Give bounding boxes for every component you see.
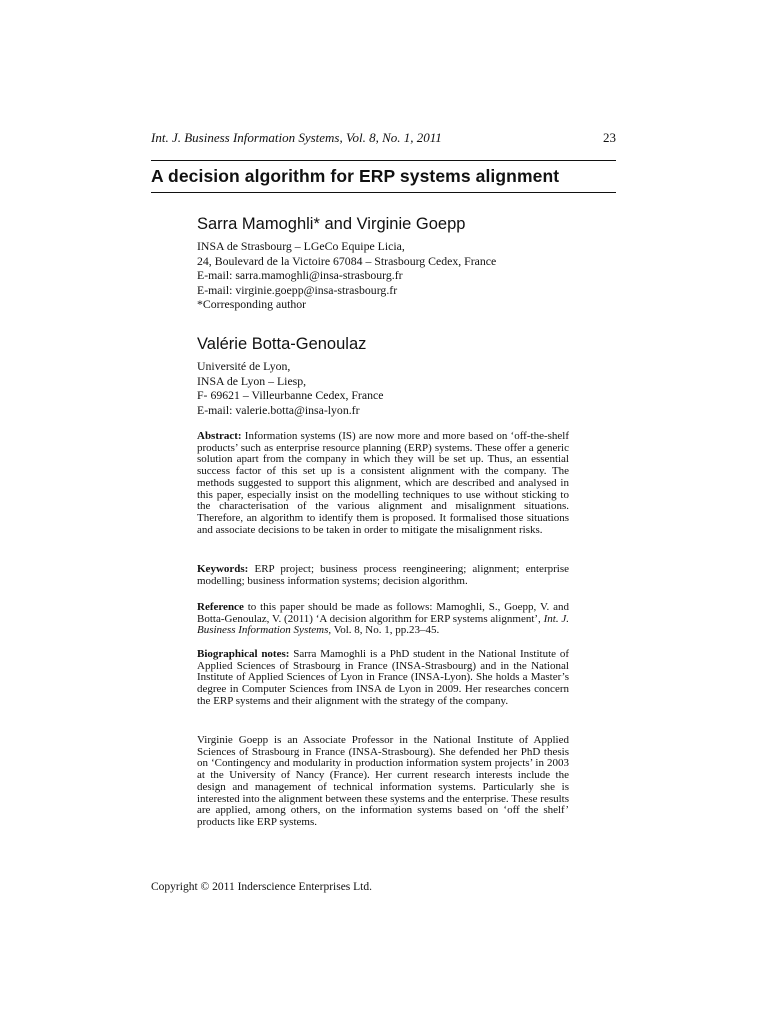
email-line: E-mail: virginie.goepp@insa-strasbourg.fr [197,282,398,297]
keywords-label: Keywords: [197,563,249,575]
biographical-notes-2 [197,735,569,829]
copyright-notice: Copyright © 2011 Inderscience Enterprises Ltd. [151,881,373,893]
reference-text-end: , Vol. 8, No. 1, pp.23–45. [328,624,440,637]
affiliation-line: INSA de Strasbourg – LGeCo Equipe Licia, [197,239,405,253]
affiliation-line: 24, Boulevard de la Victoire 67084 – Strasbourg Cedex, France [197,253,497,268]
author-names: Valérie Botta-Genoulaz [197,335,367,353]
affiliation [197,239,572,312]
reference-label: Reference [197,601,244,613]
author-group-1 [197,213,572,312]
abstract-label: Abstract: [197,430,242,442]
bio-label: Biographical notes: [197,648,290,660]
email-line: E-mail: sarra.mamoghli@insa-strasbourg.fr [197,268,403,283]
paper-title: A decision algorithm for ERP systems alignment [151,166,560,186]
author-names: Sarra Mamoghli* and Virginie Goepp [197,215,466,233]
affiliation-line: F- 69621 – Villeurbanne Cedex, France [197,388,384,403]
reference [197,602,569,637]
journal-citation: Int. J. Business Information Systems, Vol. 8, No. 1, 2011 [151,130,442,145]
affiliation [197,359,572,417]
title-bottom-rule [151,192,616,193]
abstract-text: Information systems (IS) are now more and more based on ‘off-the-shelf products’ such as enterprise resource planning (ERP) systems. These offer a generic solution apart from the company in which they will be set up. Thus, an essential success factor of this set up is a consistent alignment with the company. The methods suggested to support this alignment, which are described and analysed in this paper, especially insist on the modelling techniques to use without sticking to the characterisation of the various alignment and misalignment situations. Therefore, an algorithm to identify them is proposed. It formalised those situations and associate decisions to be taken in order to mitigate the misalignment risks. [197,430,569,536]
bio-paragraph-1: Sarra Mamoghli is a PhD student in the National Institute of Applied Sciences of Strasbourg in France (INSA-Strasbourg) and in the National Institute of Applied Sciences of Lyon in France (INSA-Lyon). She holds a Master’s degree in Computer Sciences from INSA de Lyon in 2009. Her researches concern the ERP systems and their alignment with the strategy of the company. [197,648,569,707]
title-top-rule [151,160,616,161]
abstract [197,431,569,536]
keywords-text: ERP project; business process reengineering; alignment; enterprise modelling; business information systems; decision algorithm. [197,563,569,587]
running-head [151,129,616,147]
affiliation-line: Université de Lyon, [197,359,291,373]
reference-journal: Int. J. Business Information Systems [197,612,569,637]
bio-paragraph-2: Virginie Goepp is an Associate Professor in the National Institute of Applied Sciences of Strasbourg in France (INSA-Strasbourg). She defended her PhD thesis on ‘Contingency and modularity in production information system projects’ in 2003 at the University of Nancy (France). Her current research interests include the design and management of technical information systems. Particularly she is interested into the alignment between these systems and the enterprise. These results are applied, among others, on the information systems based on ‘off the shelf’ products like ERP systems. [197,734,569,828]
author-group-2 [197,333,572,417]
email-line: E-mail: valerie.botta@insa-lyon.fr [197,402,360,417]
corresponding-author-note: *Corresponding author [197,297,307,312]
biographical-notes [197,649,569,708]
affiliation-line: INSA de Lyon – Liesp, [197,373,307,388]
keywords [197,564,569,587]
reference-text: to this paper should be made as follows: Mamoghli, S., Goepp, V. and Botta-Genoulaz, V. (2011) ‘A decision algorithm for ERP systems alignment’, [197,601,570,625]
page-number: 23 [603,130,616,145]
